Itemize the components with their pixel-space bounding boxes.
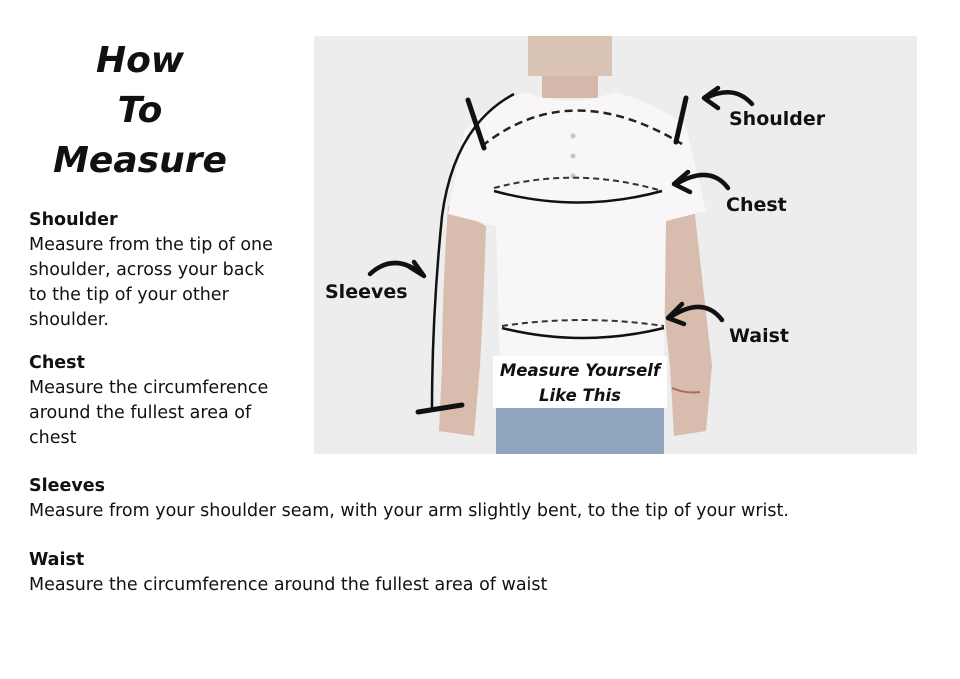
- chest-arrow-icon: [674, 172, 728, 192]
- chest-text-line: chest: [29, 428, 77, 448]
- waist-section: [29, 548, 929, 598]
- page-title: [40, 36, 240, 186]
- title-line-2: To: [117, 90, 163, 131]
- diagram-label-sleeves: Sleeves: [325, 281, 408, 303]
- title-line-1: How: [95, 40, 185, 81]
- jeans-shape: [496, 404, 664, 454]
- title-line-3: Measure: [53, 140, 227, 181]
- diagram-label-waist: Waist: [729, 325, 790, 347]
- diagram-label-chest: Chest: [726, 194, 787, 216]
- caption-line-1: Measure Yourself: [499, 361, 661, 380]
- button-dot: [571, 134, 576, 139]
- shoulder-text-line: shoulder, across your back: [29, 260, 265, 280]
- shoulder-text-line: shoulder.: [29, 310, 109, 330]
- shoulder-section: [29, 208, 279, 333]
- shoulder-arrow-icon: [704, 88, 752, 108]
- sleeves-heading: Sleeves: [29, 476, 106, 496]
- chest-text-line: around the fullest area of: [29, 403, 252, 423]
- face-shape: [528, 36, 612, 76]
- chest-section: [29, 351, 279, 451]
- diagram-label-shoulder: Shoulder: [729, 108, 826, 130]
- left-arm: [439, 206, 486, 436]
- waist-heading: Waist: [29, 550, 85, 570]
- sleeves-arrow-icon: [370, 262, 424, 276]
- chest-text-line: Measure the circumference: [29, 378, 269, 398]
- waist-text: Measure the circumference around the fullest area of waist: [29, 575, 548, 595]
- shoulder-heading: Shoulder: [29, 210, 118, 230]
- neck-shape: [542, 76, 598, 98]
- measure-yourself-caption: [493, 356, 667, 408]
- sleeves-text: Measure from your shoulder seam, with your arm slightly bent, to the tip of your wrist.: [29, 501, 789, 521]
- shoulder-text-line: to the tip of your other: [29, 285, 229, 305]
- button-dot: [571, 154, 576, 159]
- sleeves-section: [29, 474, 929, 524]
- caption-line-2: Like This: [539, 386, 621, 405]
- chest-heading: Chest: [29, 353, 85, 373]
- shoulder-text-line: Measure from the tip of one: [29, 235, 273, 255]
